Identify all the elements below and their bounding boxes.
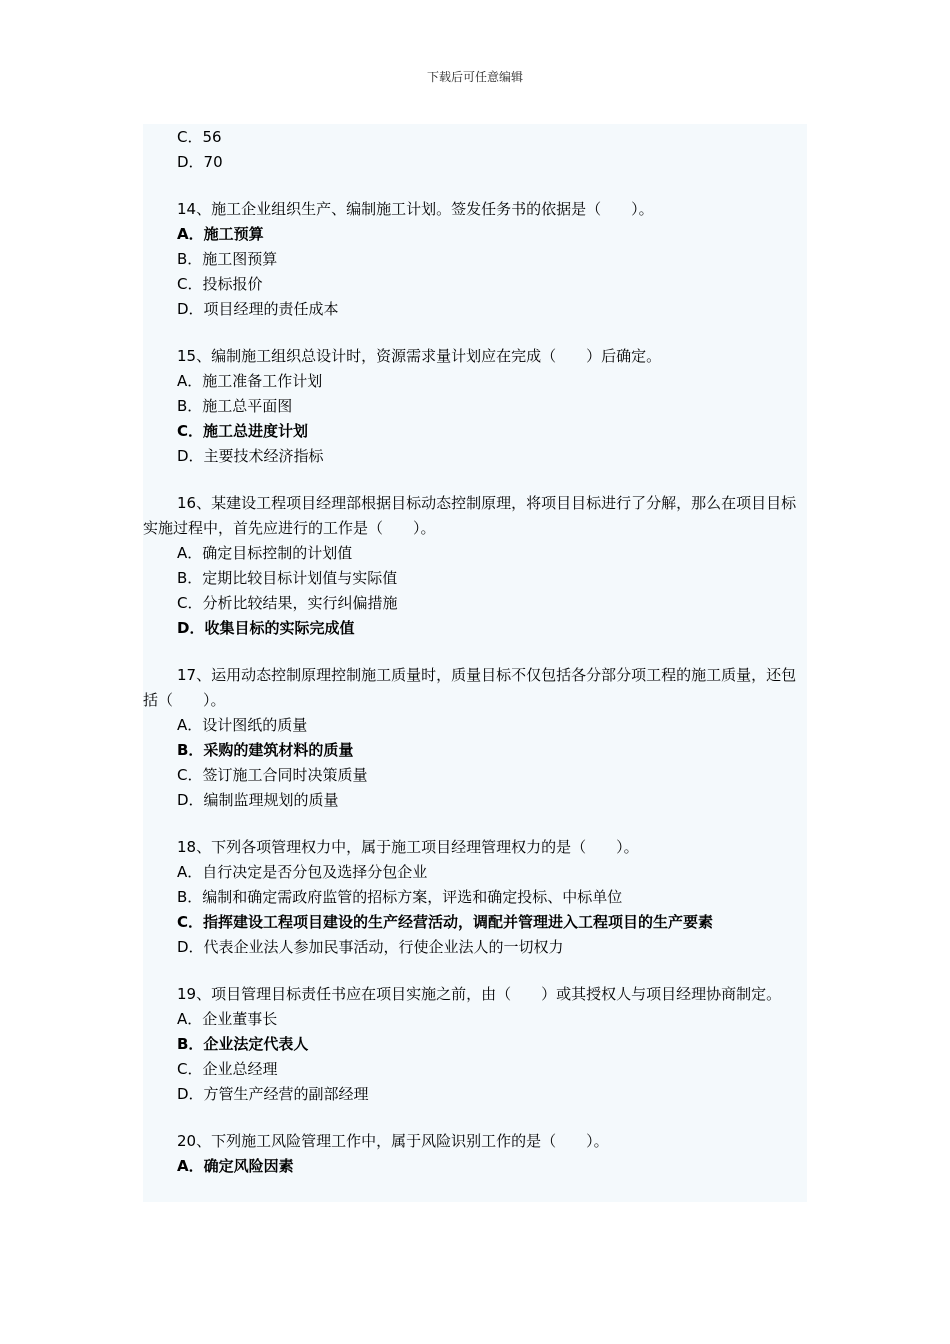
question-stem: 16、某建设工程项目经理部根据目标动态控制原理，将项目目标进行了分解，那么在项目目标实施过程中，首先应进行的工作是（ ）。 xyxy=(143,494,797,537)
question-stem: 18、下列各项管理权力中，属于施工项目经理管理权力的是（ ）。 xyxy=(177,838,639,856)
question-stem: 17、运用动态控制原理控制施工质量时，质量目标不仅包括各分部分项工程的施工质量，还包括（ ）。 xyxy=(143,666,797,709)
question-block xyxy=(143,1129,807,1179)
question-spacer xyxy=(143,175,807,197)
question-block xyxy=(143,197,807,322)
question-stem: 14、施工企业组织生产、编制施工计划。签发任务书的依据是（ ）。 xyxy=(177,200,654,218)
answer-option: C．分析比较结果，实行纠偏措施 xyxy=(177,594,398,612)
answer-option: D．代表企业法人参加民事活动，行使企业法人的一切权力 xyxy=(177,938,564,956)
question-spacer xyxy=(143,1107,807,1129)
answer-option-correct: D．收集目标的实际完成值 xyxy=(177,619,355,637)
answer-option: A．施工准备工作计划 xyxy=(177,372,323,390)
question-block xyxy=(143,344,807,469)
question-block xyxy=(143,835,807,960)
answer-option-correct: B．企业法定代表人 xyxy=(177,1035,309,1053)
question-stem: 15、编制施工组织总设计时，资源需求量计划应在完成（ ）后确定。 xyxy=(177,347,662,365)
answer-option: B．编制和确定需政府监管的招标方案，评选和确定投标、中标单位 xyxy=(177,888,623,906)
answer-option: B．施工图预算 xyxy=(177,250,278,268)
question-spacer xyxy=(143,469,807,491)
answer-option: B．定期比较目标计划值与实际值 xyxy=(177,569,398,587)
answer-option: C．企业总经理 xyxy=(177,1060,278,1078)
question-spacer xyxy=(143,960,807,982)
answer-option: B．施工总平面图 xyxy=(177,397,293,415)
question-spacer xyxy=(143,322,807,344)
answer-option: D．方管生产经营的副部经理 xyxy=(177,1085,369,1103)
answer-option: D．编制监理规划的质量 xyxy=(177,791,339,809)
question-block xyxy=(143,982,807,1107)
answer-option: D．70 xyxy=(177,153,223,171)
question-spacer xyxy=(143,641,807,663)
answer-option: C．签订施工合同时决策质量 xyxy=(177,766,368,784)
answer-option: A．企业董事长 xyxy=(177,1010,278,1028)
answer-option-correct: A．施工预算 xyxy=(177,225,264,243)
page-header-note: 下载后可任意编辑 xyxy=(426,70,523,84)
question-block xyxy=(143,663,807,813)
answer-option-correct: B．采购的建筑材料的质量 xyxy=(177,741,354,759)
answer-option-correct: C．指挥建设工程项目建设的生产经营活动，调配并管理进入工程项目的生产要素 xyxy=(177,913,714,931)
answer-option: C．56 xyxy=(177,128,222,146)
question-spacer xyxy=(143,813,807,835)
answer-option: A．设计图纸的质量 xyxy=(177,716,308,734)
answer-option: C．投标报价 xyxy=(177,275,263,293)
answer-option: D．主要技术经济指标 xyxy=(177,447,324,465)
answer-option: A．自行决定是否分包及选择分包企业 xyxy=(177,863,428,881)
question-block xyxy=(143,491,807,641)
answer-option-correct: C．施工总进度计划 xyxy=(177,422,309,440)
answer-option: A．确定目标控制的计划值 xyxy=(177,544,353,562)
question-list xyxy=(143,125,807,1179)
exam-content-panel xyxy=(143,124,807,1202)
carried-over-options xyxy=(143,125,807,175)
question-stem: 19、项目管理目标责任书应在项目实施之前，由（ ）或其授权人与项目经理协商制定。 xyxy=(177,985,782,1003)
answer-option: D．项目经理的责任成本 xyxy=(177,300,339,318)
answer-option-correct: A．确定风险因素 xyxy=(177,1157,294,1175)
question-stem: 20、下列施工风险管理工作中，属于风险识别工作的是（ ）。 xyxy=(177,1132,609,1150)
